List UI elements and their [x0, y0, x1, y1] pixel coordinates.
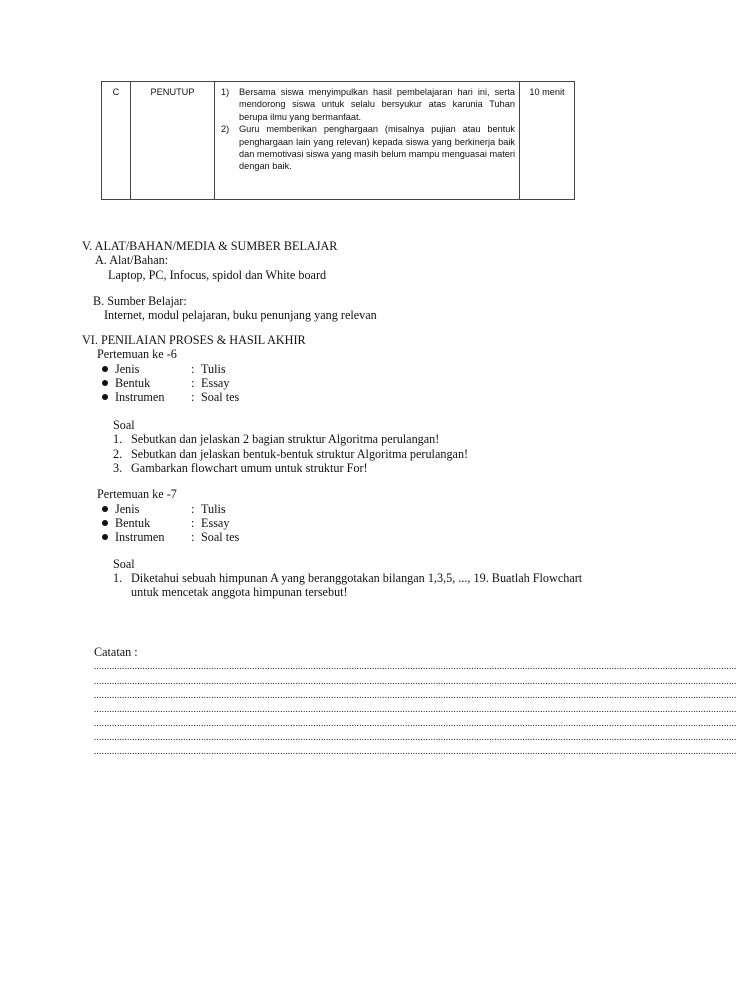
bullet-icon — [102, 394, 108, 400]
closing-activity-table — [101, 81, 575, 200]
notes-line: ............................................................................................................................................................................................................................................................ — [94, 690, 737, 700]
question-item: 3. Gambarkan flowchart umum untuk struktur For! — [113, 461, 368, 475]
subsection-heading: A. Alat/Bahan: — [95, 253, 169, 267]
question-item: 1. Diketahui sebuah himpunan A yang beranggotakan bilangan 1,3,5, ..., 19. Buatlah Flowchart — [113, 571, 583, 585]
meeting-title: Pertemuan ke -7 — [97, 487, 177, 501]
activity-description-cell — [215, 82, 520, 200]
activity-steps-list — [219, 86, 515, 173]
notes-line: ............................................................................................................................................................................................................................................................ — [94, 718, 737, 728]
question-item: 2. Sebutkan dan jelaskan bentuk-bentuk struktur Algoritma perulangan! — [113, 447, 469, 461]
notes-line: ............................................................................................................................................................................................................................................................ — [94, 732, 737, 742]
activity-duration-cell: 10 menit — [520, 82, 575, 200]
paragraph-text: Laptop, PC, Infocus, spidol dan White board — [108, 268, 327, 282]
question-item: 1. Sebutkan dan jelaskan 2 bagian struktur Algoritma perulangan! — [113, 432, 440, 446]
notes-line: ............................................................................................................................................................................................................................................................ — [94, 661, 737, 671]
notes-line: ............................................................................................................................................................................................................................................................ — [94, 746, 737, 756]
questions-heading: Soal — [113, 418, 135, 432]
notes-line: ............................................................................................................................................................................................................................................................ — [94, 704, 737, 714]
bullet-icon — [102, 380, 108, 386]
section-heading: V. ALAT/BAHAN/MEDIA & SUMBER BELAJAR — [82, 239, 338, 253]
activity-code-cell: C — [102, 82, 131, 200]
activity-name-cell: PENUTUP — [131, 82, 215, 200]
notes-line: ............................................................................................................................................................................................................................................................ — [94, 676, 737, 686]
list-item: 2) Guru memberikan penghargaan (misalnya pujian atau bentuk penghargaan lain yang relevan) kepada siswa yang berkinerja baik dan memotivasi siswa yang masih belum mampu menguasai materi dengan baik. — [221, 124, 515, 172]
section-heading: VI. PENILAIAN PROSES & HASIL AKHIR — [82, 333, 306, 347]
assessment-row: Instrumen : Soal tes — [102, 390, 239, 404]
list-item: 1) Bersama siswa menyimpulkan hasil pembelajaran hari ini, serta mendorong siswa untuk selalu bersyukur atas karunia Tuhan berupa ilmu yang bermanfaat. — [221, 87, 515, 122]
assessment-row: Instrumen : Soal tes — [102, 530, 239, 544]
subsection-heading: B. Sumber Belajar: — [93, 294, 187, 308]
question-continuation: untuk mencetak anggota himpunan tersebut! — [131, 585, 348, 599]
bullet-icon — [102, 520, 108, 526]
notes-heading: Catatan : — [94, 645, 138, 659]
table-row — [102, 82, 575, 200]
assessment-row: Bentuk : Essay — [102, 376, 229, 390]
assessment-row: Jenis : Tulis — [102, 362, 226, 376]
questions-heading: Soal — [113, 557, 135, 571]
meeting-title: Pertemuan ke -6 — [97, 347, 177, 361]
assessment-row: Bentuk : Essay — [102, 516, 229, 530]
bullet-icon — [102, 366, 108, 372]
paragraph-text: Internet, modul pelajaran, buku penunjang yang relevan — [104, 308, 377, 322]
bullet-icon — [102, 506, 108, 512]
assessment-row: Jenis : Tulis — [102, 502, 226, 516]
bullet-icon — [102, 534, 108, 540]
